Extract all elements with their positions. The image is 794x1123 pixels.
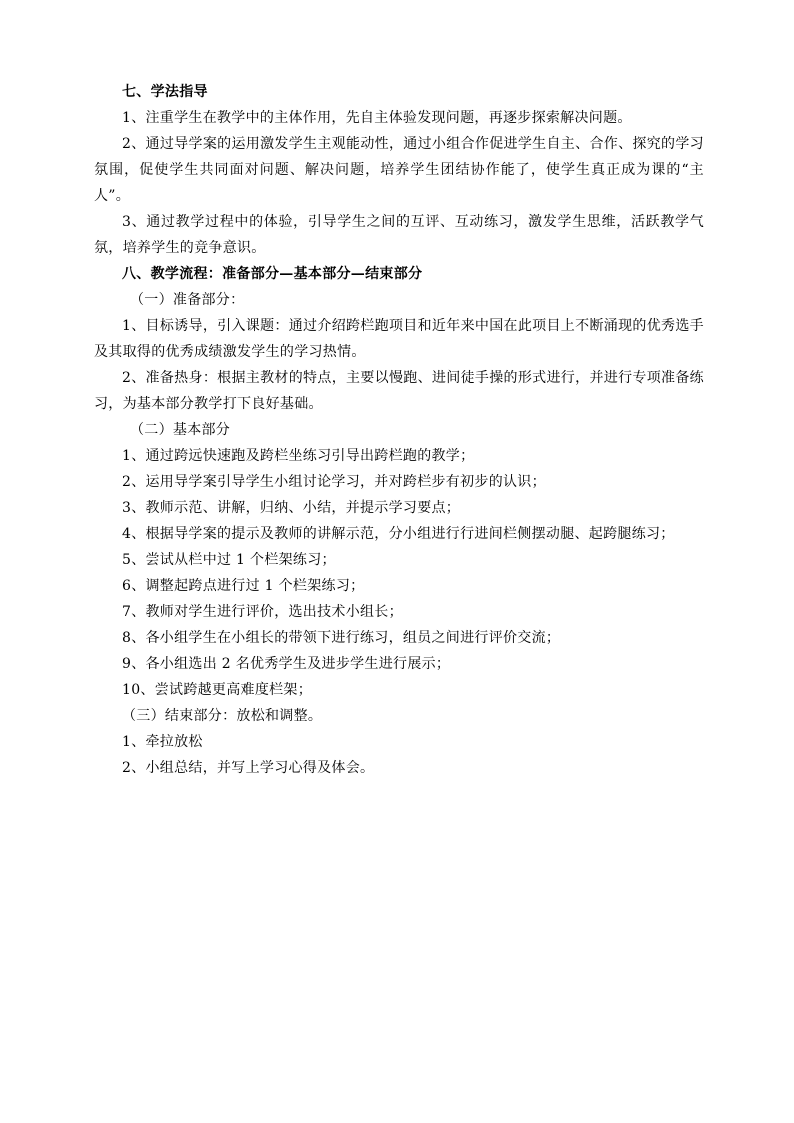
part-2-item-6: 6、调整起跨点进行过 1 个栏架练习； (122, 578, 365, 594)
part-2-heading: （二）基本部分 (130, 422, 231, 438)
part-1-heading: （一）准备部分： (130, 292, 245, 308)
part-3-heading: （三）结束部分：放松和调整。 (122, 708, 323, 724)
part-2-item-3: 3、教师示范、讲解，归纳、小结，并提示学习要点； (122, 500, 461, 516)
part-2-item-4: 4、根据导学案的提示及教师的讲解示范，分小组进行行进间栏侧摆动腿、起跨腿练习； (122, 526, 675, 542)
part-2-item-1: 1、通过跨远快速跑及跨栏坐练习引导出跨栏跑的教学； (122, 448, 475, 464)
part-2-item-10: 10、尝试跨越更高难度栏架； (122, 682, 313, 698)
section-7-item-3: 3、通过教学过程中的体验，引导学生之间的互评、互动练习，激发学生思维，活跃教学气氛，培养学生的竞争意识。 (94, 214, 704, 256)
section-7-item-1: 1、注重学生在教学中的主体作用，先自主体验发现问题，再逐步探索解决问题。 (122, 110, 632, 126)
part-2-item-2: 2、运用导学案引导学生小组讨论学习，并对跨栏步有初步的认识； (122, 474, 546, 490)
section-7-item-2: 2、通过导学案的运用激发学生主观能动性，通过小组合作促进学生自主、合作、探究的学习氛围，促使学生共同面对问题、解决问题，培养学生团结协作能了，使学生真正成为课的“主人”。 (94, 136, 704, 204)
part-3-item-1: 1、牵拉放松 (122, 734, 203, 750)
part-1-item-1: 1、目标诱导，引入课题：通过介绍跨栏跑项目和近年来中国在此项目上不断涌现的优秀选手及其取得的优秀成绩激发学生的学习热情。 (94, 318, 704, 360)
part-1-item-2: 2、准备热身：根据主教材的特点，主要以慢跑、进间徒手操的形式进行，并进行专项准备练习，为基本部分教学打下良好基础。 (94, 370, 704, 412)
part-2-item-8: 8、各小组学生在小组长的带领下进行练习，组员之间进行评价交流； (122, 630, 561, 646)
section-8-heading: 八、教学流程：准备部分—基本部分—结束部分 (122, 266, 423, 282)
part-3-item-2: 2、小组总结，并写上学习心得及体会。 (122, 760, 375, 776)
section-7-heading: 七、学法指导 (122, 84, 208, 100)
document-body (94, 79, 704, 781)
part-2-item-5: 5、尝试从栏中过 1 个栏架练习； (122, 552, 336, 568)
part-2-item-7: 7、教师对学生进行评价，选出技术小组长； (122, 604, 403, 620)
part-2-item-9: 9、各小组选出 2 名优秀学生及进步学生进行展示； (122, 656, 451, 672)
